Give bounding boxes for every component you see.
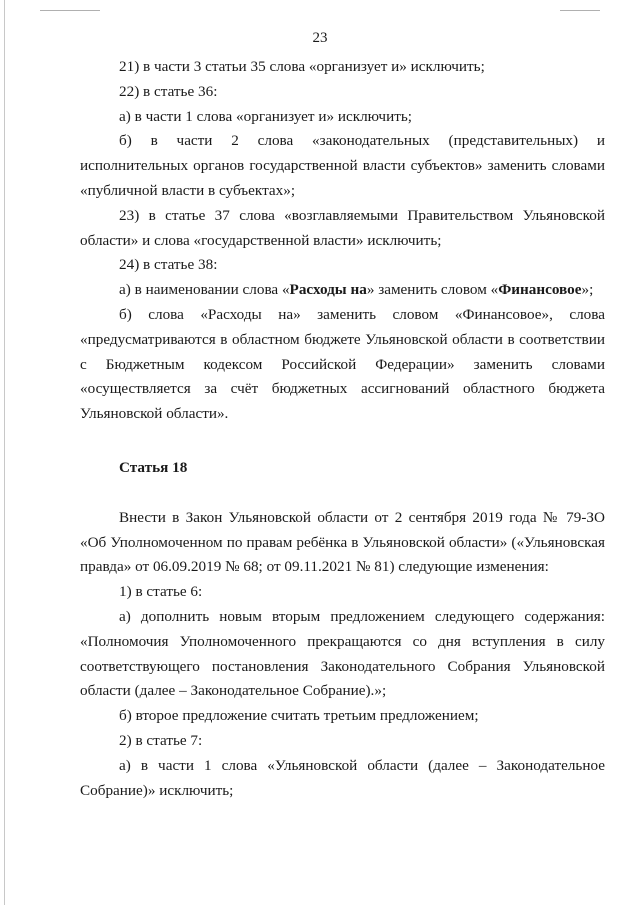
paragraph: б) второе предложение считать третьим предложением; <box>119 707 479 725</box>
document-body <box>80 55 605 803</box>
paragraph: а) дополнить новым вторым предложением следующего содержания: «Полномочия Уполномоченного прекращаются со дня вступления в силу соответствующего постановления Законодательного Собрания Ульяновской области (далее – Законодательное Собрание).»; <box>80 607 605 700</box>
spacer <box>80 481 605 506</box>
paragraph: 21) в части 3 статьи 35 слова «организует и» исключить; <box>119 58 485 75</box>
bold-text: Финансовое <box>498 281 582 299</box>
bold-text: Расходы на <box>289 281 367 299</box>
text-run: » заменить словом « <box>366 281 499 299</box>
scan-mark <box>560 10 600 11</box>
paragraph: 22) в статье 36: <box>119 82 218 100</box>
paragraph: а) в части 1 слова «Ульяновской области (далее – Законодательное Собрание)» исключить; <box>80 756 605 799</box>
paragraph: Внести в Закон Ульяновской области от 2 сентября 2019 года № 79-ЗО «Об Уполномоченном по правам ребёнка в Ульяновской области» («Ульяновская правда» от 06.09.2019 № 68; от 09.11.2021 № 81) следующие изменения: <box>80 508 605 576</box>
paragraph: б) слова «Расходы на» заменить словом «Финансовое», слова «предусматриваются в областном бюджете Ульяновской области в соответствии с Бюджетным кодексом Российской Федерации» заменить словами «осуществляется за счёт бюджетных ассигнований областного бюджета Ульяновской области». <box>80 305 605 423</box>
paragraph: 1) в статье 6: <box>119 583 203 601</box>
article-heading: Статья 18 <box>119 458 188 476</box>
spacer <box>80 427 605 456</box>
scan-margin-line <box>4 0 5 905</box>
paragraph: 23) в статье 37 слова «возглавляемыми Правительством Ульяновской области» и слова «государственной власти» исключить; <box>80 206 605 249</box>
text-run: а) в наименовании слова « <box>119 281 290 299</box>
text-run: »; <box>581 281 594 299</box>
page-number: 23 <box>312 30 328 46</box>
paragraph: 2) в статье 7: <box>119 731 203 749</box>
scan-mark <box>40 10 100 11</box>
paragraph: 24) в статье 38: <box>119 256 218 274</box>
paragraph: а) в части 1 слова «организует и» исключить; <box>119 107 412 125</box>
paragraph: б) в части 2 слова «законодательных (представительных) и исполнительных органов государственной власти субъектов» заменить словами «публичной власти в субъектах»; <box>80 132 605 199</box>
paragraph <box>80 278 605 303</box>
